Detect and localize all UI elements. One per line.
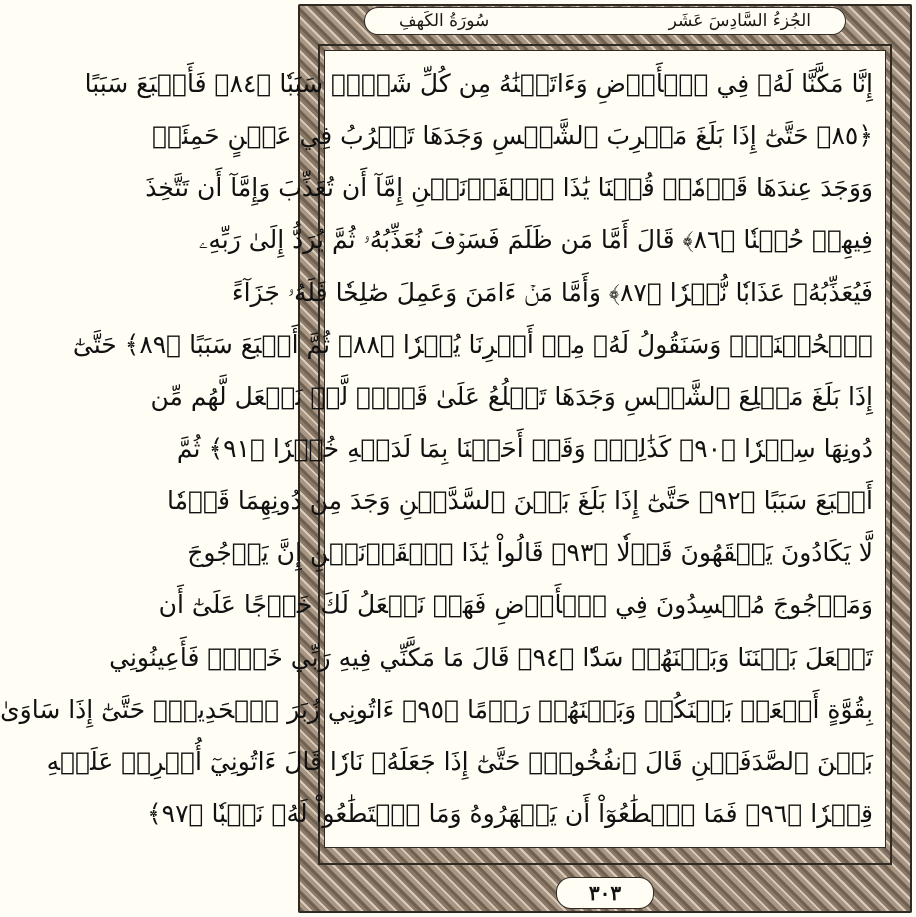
verse-line: فِيهِمۡ حُسۡنٗا ﴿٨٦﴾ قَالَ أَمَّا مَن ظَلَمَ فَسَوۡفَ نُعَذِّبُهُۥ ثُمَّ يُرَدُّ إِلَىٰ رَبِّهِۦ (198, 225, 873, 255)
verse-line: إِنَّا مَكَّنَّا لَهُۥ فِي ٱلۡأَرۡضِ وَءَاتَيۡنَٰهُ مِن كُلِّ شَيۡءٖ سَبَبٗا ﴿٨٤﴾ فَأَتۡبَعَ سَبَبًا (84, 69, 873, 98)
verse-line: ﴿٨٥﴾ حَتَّىٰٓ إِذَا بَلَغَ مَغۡرِبَ ٱلشَّمۡسِ وَجَدَهَا تَغۡرُبُ فِي عَيۡنٍ حَمِئَةٖ (152, 121, 873, 151)
verse-line: فَيُعَذِّبُهُۥ عَذَابٗا نُّكۡرٗا ﴿٨٧﴾ وَأَمَّا مَنۡ ءَامَنَ وَعَمِلَ صَٰلِحٗا فَلَهُۥ جَزَآءً (231, 277, 873, 307)
verse-line: إِذَا بَلَغَ مَطۡلِعَ ٱلشَّمۡسِ وَجَدَهَا تَطۡلُعُ عَلَىٰ قَوۡمٖ لَّمۡ نَجۡعَل لَّهُم مِّن (150, 381, 873, 411)
juz-title: الجُزءُ السَّادِسَ عَشَر (668, 11, 811, 31)
page-header (364, 7, 846, 35)
verse-line: ٱلۡحُسۡنَىٰۖ وَسَنَقُولُ لَهُۥ مِنۡ أَمۡرِنَا يُسۡرٗا ﴿٨٨﴾ ثُمَّ أَتۡبَعَ سَبَبًا ﴿٨٩﴾ حَتَّىٰٓ (72, 329, 873, 359)
page-number-badge (556, 877, 654, 909)
verse-line: دُونِهَا سِتۡرٗا ﴿٩٠﴾ كَذَٰلِكَۖ وَقَدۡ أَحَطۡنَا بِمَا لَدَيۡهِ خُبۡرٗا ﴿٩١﴾ ثُمَّ (176, 433, 873, 463)
surah-title: سُورَةُ الكَهفِ (399, 11, 490, 31)
verse-line: وَوَجَدَ عِندَهَا قَوۡمٗاۖ قُلۡنَا يَٰذَا ٱلۡقَرۡنَيۡنِ إِمَّآ أَن تُعَذِّبَ وَإِمَّآ أَن تَتَّخِذَ (145, 173, 873, 203)
verse-line: لَّا يَكَادُونَ يَفۡقَهُونَ قَوۡلٗا ﴿٩٣﴾ قَالُواْ يَٰذَا ٱلۡقَرۡنَيۡنِ إِنَّ يَأۡجُوجَ (187, 538, 873, 568)
verse-line: بَيۡنَ ٱلصَّدَفَيۡنِ قَالَ ٱنفُخُواْۖ حَتَّىٰٓ إِذَا جَعَلَهُۥ نَارٗا قَالَ ءَاتُونِيٓ أُفۡرِغۡ عَلَيۡهِ (46, 746, 873, 776)
verse-line: وَمَأۡجُوجَ مُفۡسِدُونَ فِي ٱلۡأَرۡضِ فَهَلۡ نَجۡعَلُ لَكَ خَرۡجًا عَلَىٰٓ أَن (158, 590, 873, 620)
quran-text-panel (0, 50, 886, 848)
verse-line: أَتۡبَعَ سَبَبًا ﴿٩٢﴾ حَتَّىٰٓ إِذَا بَلَغَ بَيۡنَ ٱلسَّدَّيۡنِ وَجَدَ مِن دُونِهِمَا قَوۡمٗا (166, 486, 873, 516)
page-number: ٣٠٣ (588, 881, 622, 905)
verse-line: قِطۡرٗا ﴿٩٦﴾ فَمَا ٱسۡطَٰعُوٓاْ أَن يَظۡهَرُوهُ وَمَا ٱسۡتَطَٰعُواْ لَهُۥ نَقۡبٗا ﴿٩٧﴾ (147, 798, 873, 828)
verse-line: بِقُوَّةٍ أَجۡعَلۡ بَيۡنَكُمۡ وَبَيۡنَهُمۡ رَدۡمًا ﴿٩٥﴾ ءَاتُونِي زُبَرَ ٱلۡحَدِيدِۖ حَتَّىٰٓ إِذَا سَاوَىٰ (0, 694, 873, 724)
verse-lines (0, 59, 873, 839)
verse-line: تَجۡعَلَ بَيۡنَنَا وَبَيۡنَهُمۡ سَدّٗا ﴿٩٤﴾ قَالَ مَا مَكَّنِّي فِيهِ رَبِّي خَيۡرٞ فَأَعِينُونِي (109, 642, 873, 672)
